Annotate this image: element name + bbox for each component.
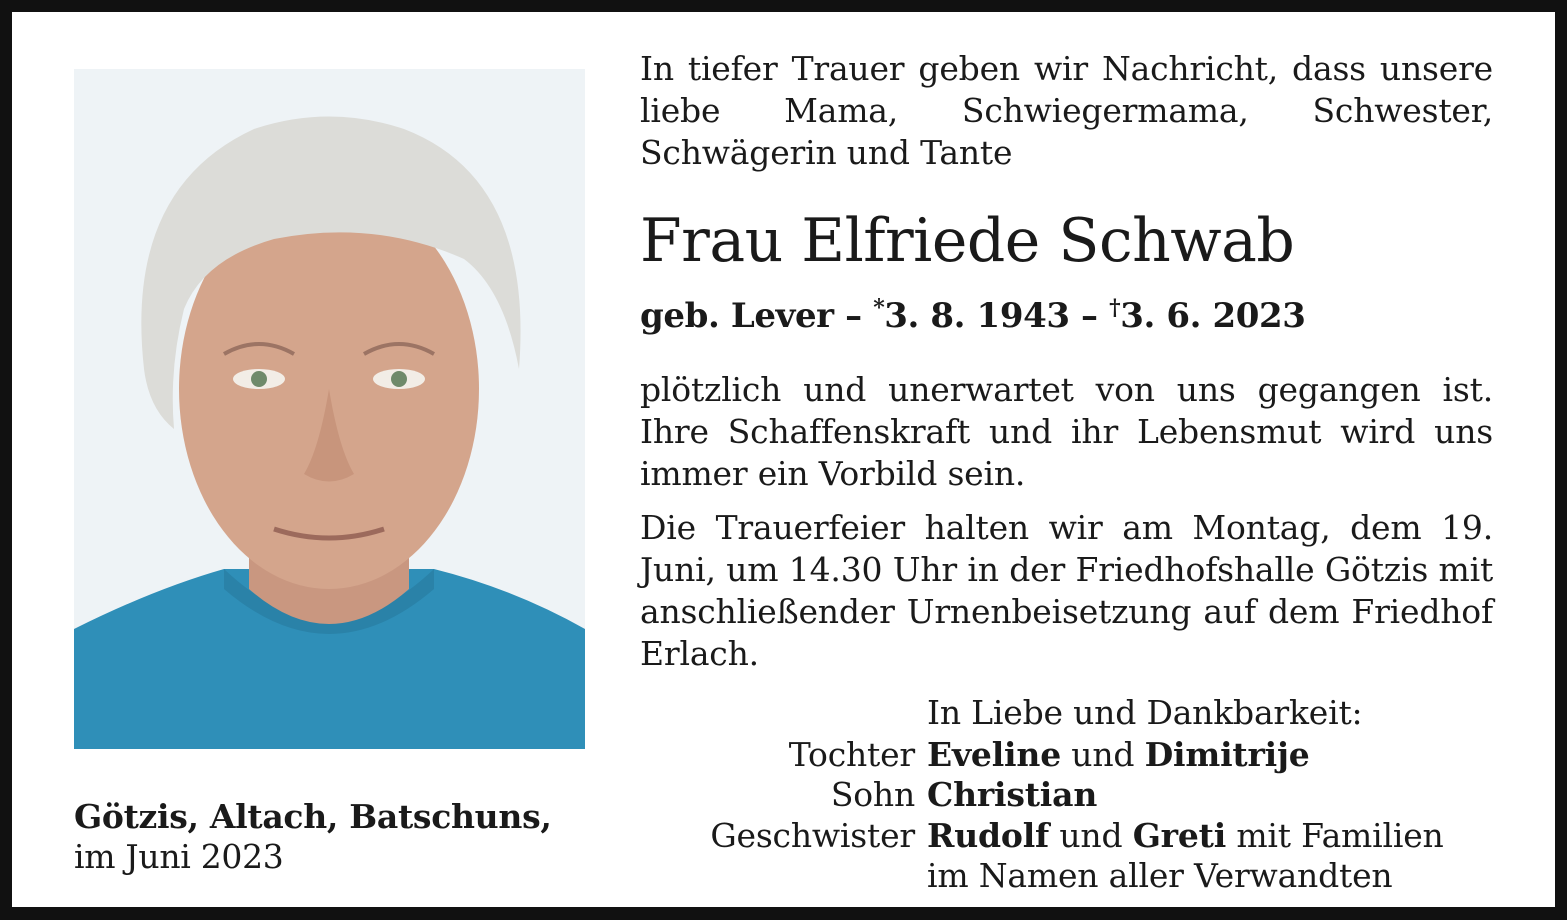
relative-name: Rudolf	[927, 816, 1050, 855]
portrait-image	[74, 69, 585, 749]
relative-label: Tochter	[788, 735, 915, 774]
intro-block	[640, 32, 1493, 174]
relative-name: Greti	[1132, 816, 1227, 855]
death-date: 3. 6. 2023	[1120, 296, 1306, 336]
relative-name: Dimitrije	[1144, 735, 1310, 774]
relative-label: Geschwister	[710, 816, 915, 855]
maiden-name: geb. Lever	[640, 296, 834, 336]
place-date-block	[74, 797, 634, 877]
signature-closing: im Namen aller Verwandten	[927, 856, 1393, 895]
intro-text: In tiefer Trauer geben wir Nachricht, dass unsere liebe Mama, Schwiegermama, Schwester, Schwägerin und Tante	[640, 49, 1493, 172]
deceased-name: Frau Elfriede Schwab	[640, 206, 1295, 276]
dash-separator: –	[845, 296, 862, 336]
relative-suffix: mit Familien	[1236, 816, 1444, 855]
birth-star-icon: *	[873, 295, 885, 321]
conjunction: und	[1071, 735, 1135, 774]
relative-label: Sohn	[830, 775, 915, 814]
place-towns: Götzis, Altach, Batschuns,	[74, 797, 552, 836]
relative-names	[927, 774, 1097, 816]
dash-separator: –	[1081, 296, 1098, 336]
funeral-block	[640, 507, 1493, 675]
notice-date: im Juni 2023	[74, 837, 284, 876]
relative-name: Christian	[927, 775, 1098, 814]
message-text: plötzlich und unerwartet von uns gegangen ist. Ihre Schaffenskraft und ihr Lebensmut wird uns immer ein Vorbild sein.	[640, 370, 1493, 493]
relative-names	[927, 815, 1444, 857]
portrait-photo	[74, 69, 585, 749]
funeral-text: Die Trauerfeier halten wir am Montag, dem 19. Juni, um 14.30 Uhr in der Friedhofshalle Götzis mit anschließender Urnenbeisetzung auf dem Friedhof Erlach.	[640, 508, 1493, 673]
death-cross-icon: †	[1109, 295, 1121, 321]
birth-date: 3. 8. 1943	[884, 296, 1070, 336]
life-dates	[640, 284, 1305, 340]
message-block	[640, 369, 1493, 495]
relative-names	[927, 734, 1310, 776]
relative-name: Eveline	[927, 735, 1061, 774]
signature-heading: In Liebe und Dankbarkeit:	[927, 693, 1363, 732]
conjunction: und	[1059, 816, 1123, 855]
